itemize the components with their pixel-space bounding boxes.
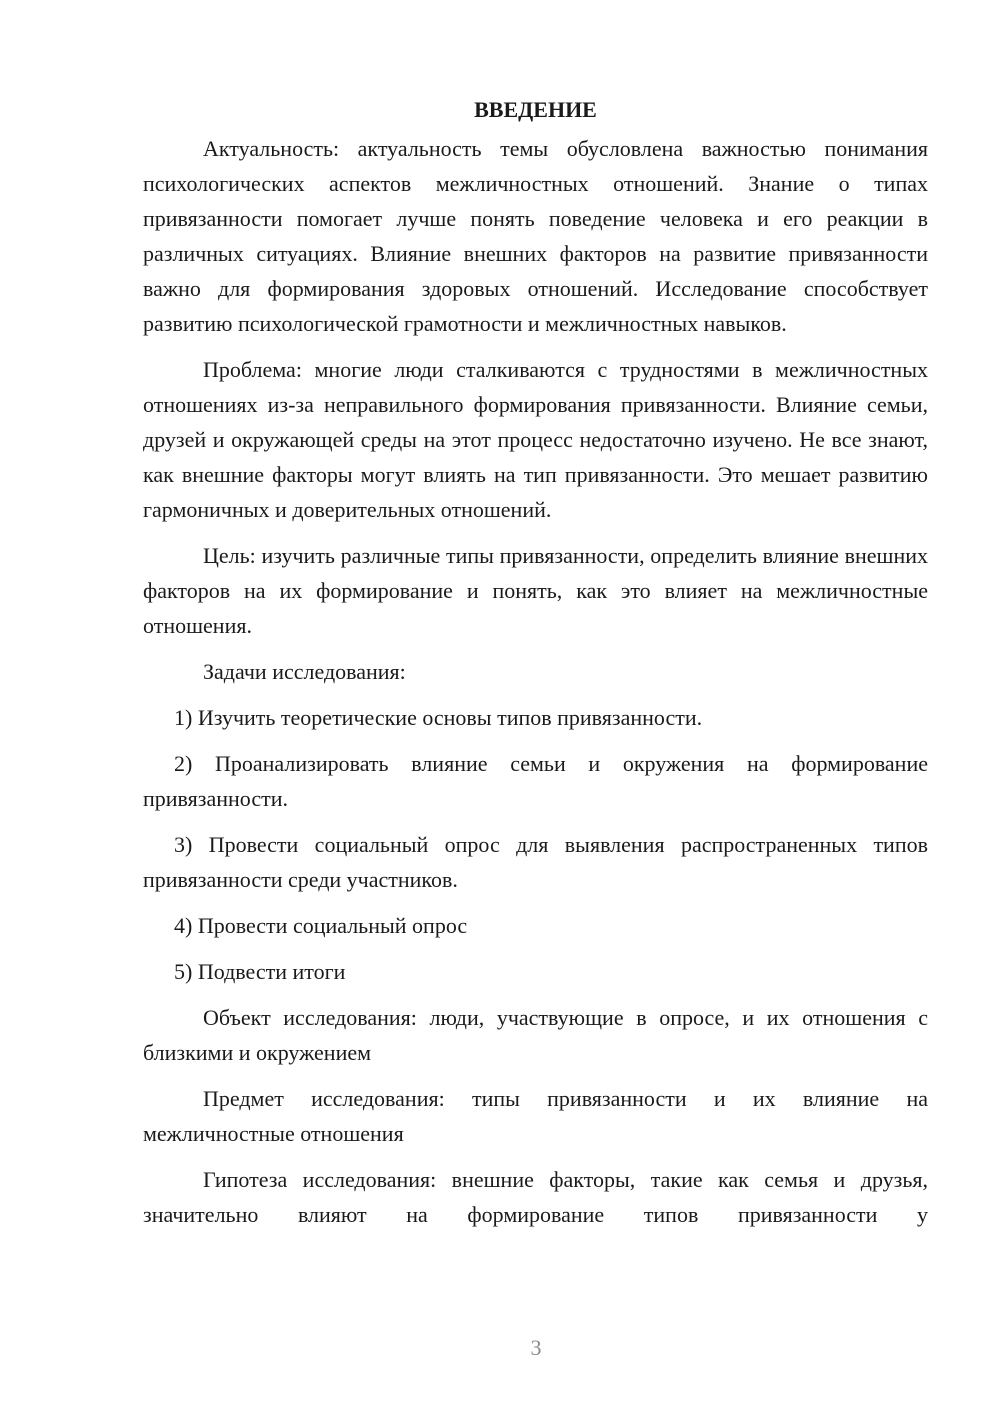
task-item: 5) Подвести итоги [174, 959, 346, 984]
section-heading: ВВЕДЕНИЕ [474, 97, 597, 122]
subject-paragraph: Предмет исследования: типы привязанности и их влияние на межличностные отношения [143, 1086, 928, 1146]
task-item: 4) Провести социальный опрос [174, 913, 468, 938]
task-item: 3) Провести социальный опрос для выявления распространенных типов привязанности среди участников. [143, 832, 928, 892]
tasks-title: Задачи исследования: [203, 659, 406, 684]
task-item: 1) Изучить теоретические основы типов привязанности. [174, 705, 703, 730]
problem-paragraph: Проблема: многие люди сталкиваются с трудностями в межличностных отношениях из-за неправильного формирования привязанности. Влияние семьи, друзей и окружающей среды на этот процесс недостаточно изучено. Не все знают, как внешние факторы могут влиять на тип привязанности. Это мешает развитию гармоничных и доверительных отношений. [143, 357, 928, 522]
document-page [143, 92, 928, 1243]
page-number: 3 [530, 1335, 542, 1360]
object-paragraph: Объект исследования: люди, участвующие в опросе, и их отношения с близкими и окружением [143, 1005, 928, 1065]
relevance-paragraph: Актуальность: актуальность темы обусловлена важностью понимания психологических аспектов межличностных отношений. Знание о типах привязанности помогает лучше понять поведение человека и его реакции в различных ситуациях. Влияние внешних факторов на развитие привязанности важно для формирования здоровых отношений. Исследование способствует развитию психологической грамотности и межличностных навыков. [143, 136, 928, 336]
goal-paragraph: Цель: изучить различные типы привязанности, определить влияние внешних факторов на их формирование и понять, как это влияет на межличностные отношения. [143, 543, 928, 638]
task-item: 2) Проанализировать влияние семьи и окружения на формирование привязанности. [143, 751, 928, 811]
hypothesis-paragraph: Гипотеза исследования: внешние факторы, такие как семья и друзья, значительно влияют на формирование типов привязанности у [143, 1167, 928, 1227]
